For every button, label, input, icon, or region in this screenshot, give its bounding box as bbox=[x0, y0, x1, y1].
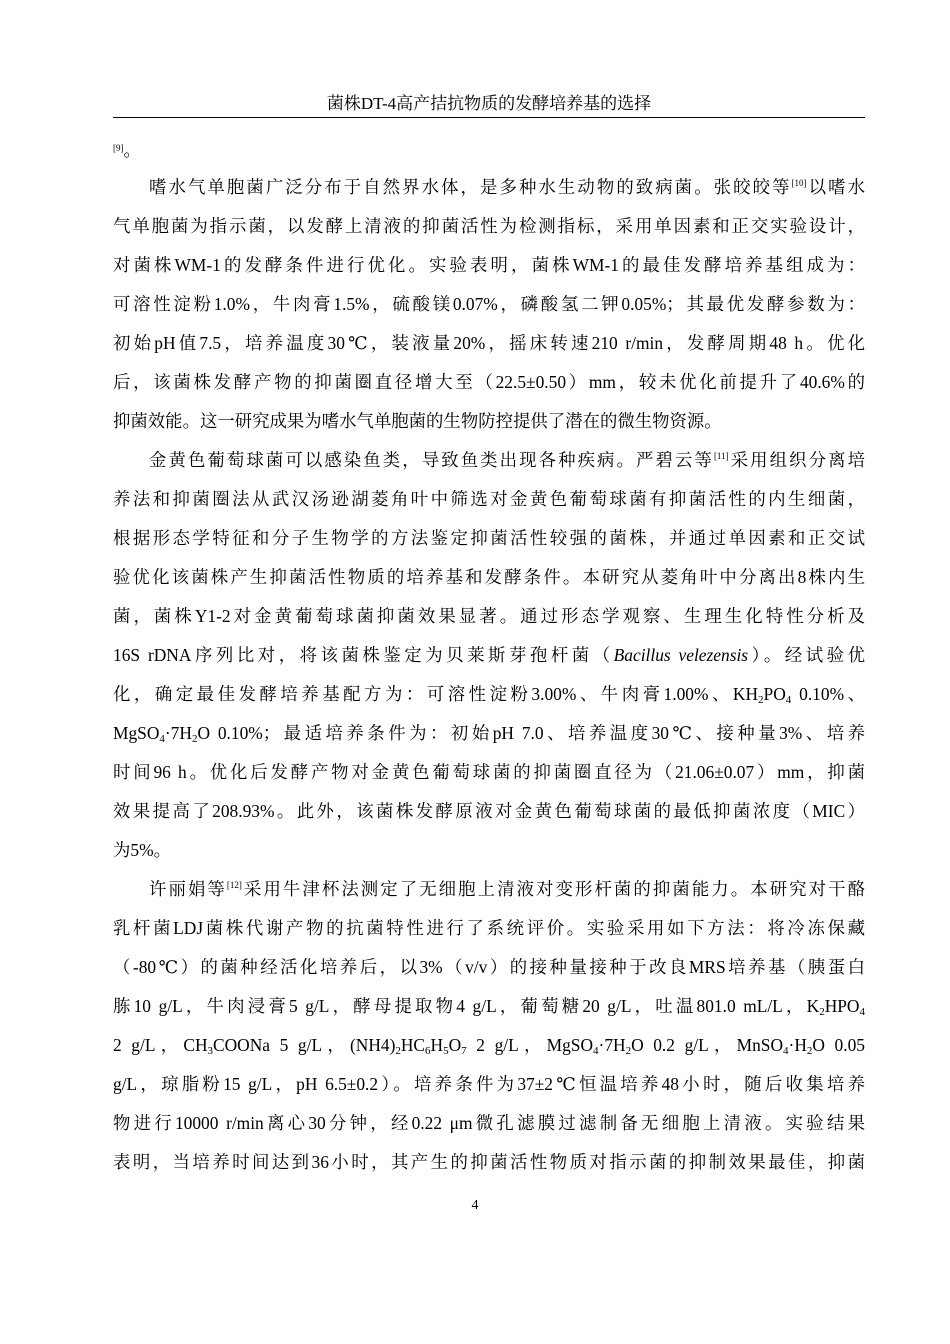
subscript: 4 bbox=[783, 1045, 789, 1057]
text-line: 效果提高了208.93%。此外，该菌株发酵原液对金黄色葡萄球菌的最低抑菌浓度（MIC） bbox=[113, 801, 865, 821]
text-segment: 化，确定最佳发酵培养基配方为：可溶性淀粉3.00%、牛肉膏1.00%、KH bbox=[113, 684, 759, 704]
text-line: 乳杆菌LDJ菌株代谢产物的抗菌特性进行了系统评价。实验采用如下方法：将冷冻保藏 bbox=[113, 918, 865, 938]
citation-ref: [11] bbox=[713, 451, 729, 461]
text-line bbox=[113, 679, 865, 709]
text-line bbox=[113, 991, 865, 1021]
text-line: 验优化该菌株产生抑菌活性物质的培养基和发酵条件。本研究从菱角叶中分离出8株内生 bbox=[113, 567, 865, 587]
text-segment: ·7H bbox=[598, 1035, 626, 1055]
text-segment: H bbox=[430, 1035, 444, 1055]
text-segment: ·H bbox=[788, 1035, 807, 1055]
text-segment: O 0.05 bbox=[812, 1035, 865, 1055]
subscript: 3 bbox=[207, 1045, 214, 1057]
text-line: g/L，琼脂粉15 g/L，pH 6.5±0.2）。培养条件为37±2℃恒温培养48小时，随后收集培养 bbox=[113, 1074, 865, 1094]
text-segment: 嗜水气单胞菌广泛分布于自然界水体，是多种水生动物的致病菌。张皎皎等 bbox=[149, 177, 792, 197]
subscript: 2 bbox=[191, 733, 198, 745]
subscript: 2 bbox=[758, 694, 764, 706]
citation-ref: [12] bbox=[226, 880, 242, 890]
text-segment: O 0.2 g/L，MnSO bbox=[631, 1035, 784, 1055]
text-segment: HPO bbox=[824, 996, 860, 1016]
text-line: 养法和抑菌圈法从武汉汤逊湖菱角叶中筛选对金黄色葡萄球菌有抑菌活性的内生细菌， bbox=[113, 489, 865, 509]
text-line: 表明，当培养时间达到36小时，其产生的抑菌活性物质对指示菌的抑制效果最佳，抑菌 bbox=[113, 1152, 865, 1172]
text-line: 菌，菌株Y1-2对金黄葡萄球菌抑菌效果显著。通过形态学观察、生理生化特性分析及 bbox=[113, 606, 865, 626]
text-line: 后，该菌株发酵产物的抑菌圈直径增大至（22.5±0.50）mm，较未优化前提升了40.6%的 bbox=[113, 372, 865, 392]
text-line: 对菌株WM-1的发酵条件进行优化。实验表明，菌株WM-1的最佳发酵培养基组成为： bbox=[113, 255, 865, 275]
text-line: 根据形态学特征和分子生物学的方法鉴定抑菌活性较强的菌株，并通过单因素和正交试 bbox=[113, 528, 865, 548]
text-line bbox=[113, 133, 865, 163]
subscript: 2 bbox=[819, 1006, 825, 1018]
subscript: 2 bbox=[395, 1045, 401, 1057]
text-segment: 。 bbox=[123, 140, 141, 160]
text-line bbox=[113, 445, 865, 475]
subscript: 4 bbox=[159, 733, 165, 745]
citation-ref: [10] bbox=[791, 178, 807, 188]
text-segment: O 0.10%；最适培养条件为：初始pH 7.0、培养温度30℃、接种量3%、培养 bbox=[197, 723, 865, 743]
subscript: 4 bbox=[859, 1006, 865, 1018]
text-segment: ·7H bbox=[164, 723, 192, 743]
text-segment: 2 g/L，MgSO bbox=[466, 1035, 594, 1055]
text-segment: 0.10%、 bbox=[791, 684, 865, 704]
text-line bbox=[113, 640, 865, 670]
text-line: 物进行10000 r/min离心30分钟，经0.22 μm微孔滤膜过滤制备无细胞上清液。实验结果 bbox=[113, 1113, 865, 1133]
text-line bbox=[113, 1030, 865, 1060]
text-segment: 2 g/L，CH bbox=[113, 1035, 208, 1055]
text-segment: 许丽娟等 bbox=[149, 879, 227, 899]
text-line: 初始pH值7.5，培养温度30℃，装液量20%，摇床转速210 r/min，发酵周期48 h。优化 bbox=[113, 333, 865, 353]
text-line bbox=[113, 172, 865, 202]
text-line: 时间96 h。优化后发酵产物对金黄色葡萄球菌的抑菌圈直径为（21.06±0.07）mm，抑菌 bbox=[113, 762, 865, 782]
text-line: 气单胞菌为指示菌，以发酵上清液的抑菌活性为检测指标，采用单因素和正交实验设计， bbox=[113, 216, 865, 236]
subscript: 6 bbox=[425, 1045, 431, 1057]
page-number: 4 bbox=[471, 1198, 479, 1213]
text-segment: PO bbox=[763, 684, 786, 704]
header-divider bbox=[113, 117, 865, 118]
text-segment: 以嗜水 bbox=[806, 177, 865, 197]
text-line: 抑菌效能。这一研究成果为嗜水气单胞菌的生物防控提供了潜在的微生物资源。 bbox=[113, 411, 722, 431]
subscript: 7 bbox=[461, 1045, 467, 1057]
text-segment: 采用组织分离培 bbox=[728, 450, 865, 470]
text-segment: COONa 5 g/L，(NH4) bbox=[213, 1035, 396, 1055]
text-segment: HC bbox=[400, 1035, 426, 1055]
text-segment: 采用牛津杯法测定了无细胞上清液对变形杆菌的抑菌能力。本研究对干酪 bbox=[241, 879, 865, 899]
subscript: 4 bbox=[785, 694, 792, 706]
text-segment: 金黄色葡萄球菌可以感染鱼类，导致鱼类出现各种疾病。严碧云等 bbox=[149, 450, 714, 470]
citation-ref: [9] bbox=[113, 143, 124, 153]
text-segment: ）。经试验优 bbox=[748, 645, 865, 665]
running-header: 菌株DT-4高产拮抗物质的发酵培养基的选择 bbox=[326, 94, 652, 113]
subscript: 2 bbox=[625, 1045, 632, 1057]
subscript: 5 bbox=[443, 1045, 449, 1057]
text-line: 可溶性淀粉1.0%，牛肉膏1.5%，硫酸镁0.07%，磷酸氢二钾0.05%；其最优发酵参数为： bbox=[113, 294, 865, 314]
text-line bbox=[113, 874, 865, 904]
text-line bbox=[113, 718, 865, 748]
text-segment: 16S rDNA序列比对，将该菌株鉴定为贝莱斯芽孢杆菌（ bbox=[113, 645, 614, 665]
text-line: （-80℃）的菌种经活化培养后，以3%（v/v）的接种量接种于改良MRS培养基（胰蛋白 bbox=[113, 957, 865, 977]
text-segment: MgSO bbox=[113, 723, 160, 743]
text-segment: O bbox=[448, 1035, 462, 1055]
text-line: 为5%。 bbox=[113, 840, 171, 860]
subscript: 4 bbox=[593, 1045, 599, 1057]
text-segment: 胨10 g/L，牛肉浸膏5 g/L，酵母提取物4 g/L，葡萄糖20 g/L，吐温801.0 mL/L，K bbox=[113, 996, 820, 1016]
species-name: Bacillus velezensis bbox=[613, 645, 749, 665]
subscript: 2 bbox=[806, 1045, 813, 1057]
